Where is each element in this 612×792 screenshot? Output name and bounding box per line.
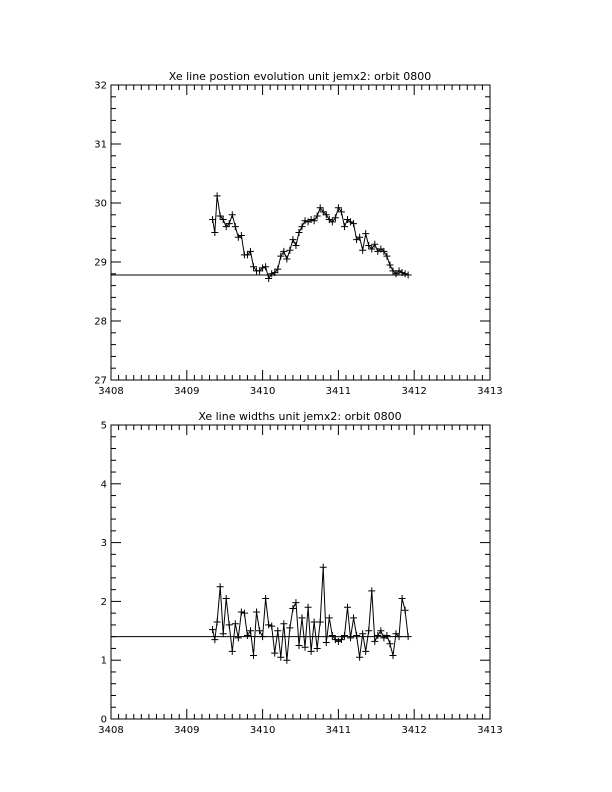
widths-data-point xyxy=(262,595,269,602)
widths-data-point xyxy=(308,648,315,655)
position-data-point xyxy=(362,230,369,237)
x-tick-label: 3412 xyxy=(401,725,427,736)
x-tick-label: 3408 xyxy=(98,725,124,736)
widths-data-point xyxy=(402,607,409,614)
position-chart xyxy=(94,70,502,397)
widths-data-point xyxy=(347,634,354,641)
position-data-point xyxy=(311,217,318,224)
position-data-point xyxy=(314,212,321,219)
position-data-point xyxy=(295,229,302,236)
x-tick-label: 3412 xyxy=(401,386,427,397)
position-data-point xyxy=(280,248,287,255)
widths-data-point xyxy=(292,599,299,606)
x-tick-label: 3410 xyxy=(249,386,276,397)
y-tick-label: 27 xyxy=(94,375,107,387)
position-data-point xyxy=(402,270,409,277)
y-tick-label: 29 xyxy=(94,257,107,269)
widths-plot-frame xyxy=(111,425,490,719)
widths-axes xyxy=(98,421,502,737)
widths-data-point xyxy=(371,638,378,645)
x-tick-label: 3409 xyxy=(174,386,200,397)
position-data-point xyxy=(238,232,245,239)
widths-data-point xyxy=(250,652,257,659)
position-data-point xyxy=(286,247,293,254)
widths-data-point xyxy=(217,583,224,590)
position-data-point xyxy=(211,229,218,236)
widths-data-point xyxy=(299,614,306,621)
widths-data-point xyxy=(241,610,248,617)
position-data-point xyxy=(289,236,296,243)
position-data-point xyxy=(386,261,393,268)
position-data-point xyxy=(235,234,242,241)
widths-data-point xyxy=(356,654,363,661)
y-tick-label: 4 xyxy=(100,479,107,491)
position-data-point xyxy=(371,241,378,248)
position-data-point xyxy=(335,204,342,211)
widths-data-point xyxy=(405,633,412,640)
widths-data-point xyxy=(365,627,372,634)
position-data-point xyxy=(299,223,306,230)
position-data-point xyxy=(283,256,290,263)
widths-data-point xyxy=(247,627,254,634)
widths-data-point xyxy=(302,644,309,651)
position-data-point xyxy=(292,242,299,249)
widths-data-point xyxy=(253,608,260,615)
widths-data-point xyxy=(399,595,406,602)
widths-data-point xyxy=(377,627,384,634)
widths-data-point xyxy=(362,648,369,655)
widths-data-point xyxy=(214,618,221,625)
widths-data-point xyxy=(223,595,230,602)
y-tick-label: 31 xyxy=(94,139,107,151)
widths-data-point xyxy=(374,632,381,639)
widths-data-point xyxy=(229,648,236,655)
widths-data-point xyxy=(341,632,348,639)
widths-data-point xyxy=(329,632,336,639)
widths-data-point xyxy=(271,650,278,657)
position-chart-title: Xe line postion evolution unit jemx2: orbit 0800 xyxy=(168,70,432,83)
widths-data-point xyxy=(317,618,324,625)
widths-data-point xyxy=(244,632,251,639)
position-data-point xyxy=(338,208,345,215)
position-data-point xyxy=(302,217,309,224)
position-data-point xyxy=(341,223,348,230)
widths-data-point xyxy=(289,605,296,612)
position-data-point xyxy=(317,204,324,211)
position-data-point xyxy=(250,263,257,270)
widths-data-point xyxy=(305,604,312,611)
position-data-point xyxy=(232,223,239,230)
widths-data-point xyxy=(259,633,266,640)
y-tick-label: 3 xyxy=(100,538,107,550)
widths-data-point xyxy=(268,623,275,630)
widths-data-point xyxy=(283,657,290,664)
widths-data-point xyxy=(209,626,216,633)
widths-data-point xyxy=(389,652,396,659)
position-data-point xyxy=(350,220,357,227)
widths-data-point xyxy=(314,645,321,652)
position-series-line xyxy=(213,196,409,279)
x-tick-label: 3409 xyxy=(174,725,200,736)
x-tick-label: 3408 xyxy=(98,386,124,397)
y-tick-label: 32 xyxy=(94,80,107,92)
position-data-point xyxy=(262,263,269,270)
position-data-point xyxy=(214,192,221,199)
y-tick-label: 1 xyxy=(100,655,107,667)
position-data-point xyxy=(277,253,284,260)
widths-data-point xyxy=(280,620,287,627)
position-data-point xyxy=(383,253,390,260)
widths-data-point xyxy=(344,604,351,611)
widths-data-point xyxy=(238,608,245,615)
widths-data-point xyxy=(226,621,233,628)
widths-data-point xyxy=(232,620,239,627)
widths-data-point xyxy=(256,627,263,634)
y-tick-label: 30 xyxy=(94,198,107,210)
position-data-point xyxy=(229,211,236,218)
widths-data-point xyxy=(335,638,342,645)
y-tick-label: 2 xyxy=(100,596,107,608)
widths-data-point xyxy=(235,634,242,641)
x-tick-label: 3411 xyxy=(325,725,352,736)
y-tick-label: 0 xyxy=(100,714,107,726)
widths-data-point xyxy=(386,640,393,647)
widths-data-point xyxy=(323,639,330,646)
widths-data-point xyxy=(320,564,327,571)
widths-data-point xyxy=(274,627,281,634)
widths-data-point xyxy=(326,614,333,621)
x-tick-label: 3413 xyxy=(477,386,503,397)
position-data-point xyxy=(405,271,412,278)
x-tick-label: 3413 xyxy=(477,725,503,736)
x-tick-label: 3410 xyxy=(249,725,276,736)
x-tick-label: 3411 xyxy=(325,386,352,397)
position-data-point xyxy=(359,247,366,254)
position-data-point xyxy=(332,214,339,221)
widths-data-point xyxy=(277,654,284,661)
position-series xyxy=(209,192,412,282)
widths-data-point xyxy=(353,632,360,639)
widths-data-point xyxy=(286,624,293,631)
widths-data-point xyxy=(265,621,272,628)
widths-data-point xyxy=(311,618,318,625)
widths-data-point xyxy=(368,587,375,594)
widths-data-point xyxy=(350,614,357,621)
widths-chart-title: Xe line widths unit jemx2: orbit 0800 xyxy=(198,410,402,423)
widths-series xyxy=(209,564,412,664)
widths-series-line xyxy=(213,567,409,660)
position-data-point xyxy=(268,270,275,277)
y-tick-label: 5 xyxy=(100,420,107,432)
position-axes xyxy=(94,81,502,398)
widths-data-point xyxy=(295,642,302,649)
widths-chart xyxy=(98,410,502,736)
position-data-point xyxy=(265,275,272,282)
y-tick-label: 28 xyxy=(94,316,107,328)
